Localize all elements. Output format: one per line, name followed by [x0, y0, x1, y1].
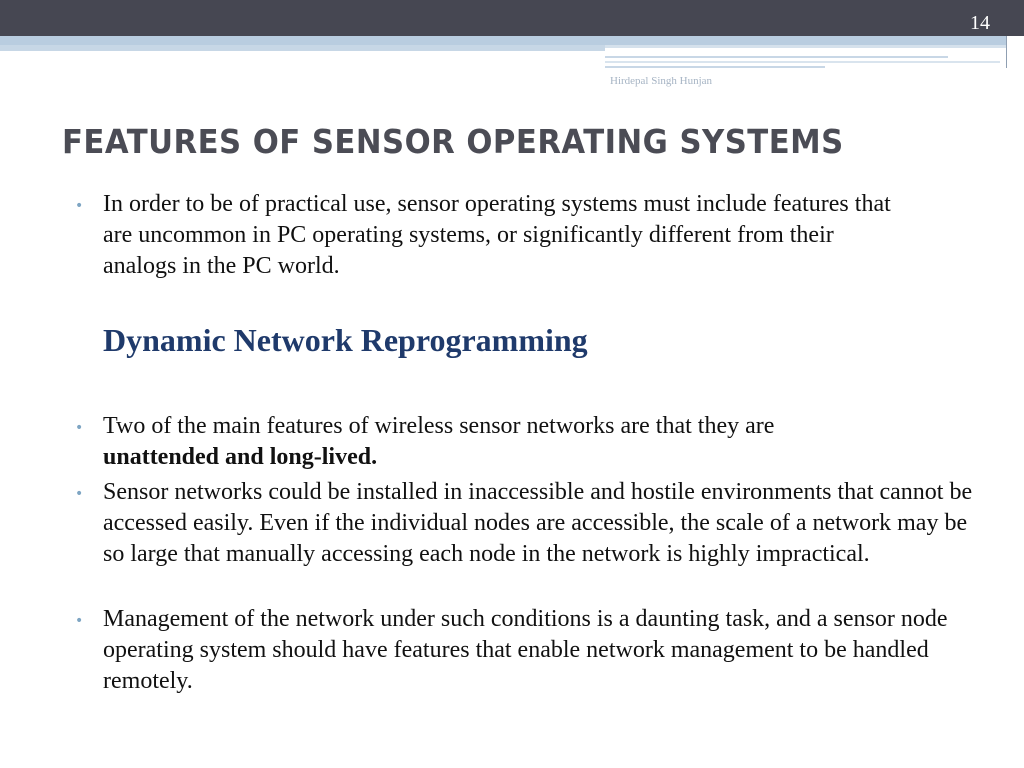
header-accent-band — [0, 36, 1006, 45]
decorative-line — [605, 66, 825, 68]
header-bar — [0, 0, 1024, 36]
bullet-3-text: Management of the network under such conditions is a daunting task, and a sensor node operating system should have features that enable network management to be handled remotely. — [103, 606, 948, 694]
bullet-1-text — [103, 411, 973, 473]
bullet-1-plain: Two of the main features of wireless sensor networks are that they are — [103, 413, 775, 439]
bullet-icon: • — [75, 420, 84, 436]
section-subheading: Dynamic Network Reprogramming — [103, 322, 588, 358]
decorative-line — [605, 56, 948, 58]
bullet-icon: • — [75, 486, 84, 502]
bullet-1-bold: unattended and long-lived. — [103, 444, 378, 470]
decorative-line — [605, 61, 1000, 63]
author-label: Hirdepal Singh Hunjan — [610, 75, 713, 87]
intro-bullet-text: In order to be of practical use, sensor operating systems must include features that are uncommon in PC operating systems, or significantly different from their analogs in the PC world. — [103, 191, 891, 279]
bullet-2-text: Sensor networks could be installed in inaccessible and hostile environments that cannot be accessed easily. Even if the individual nodes are accessible, the scale of a network may be so large that manually accessing each node in the network is highly impractical. — [103, 479, 973, 567]
slide-title: FEATURES OF SENSOR OPERATING SYSTEMS — [62, 122, 844, 161]
header-accent-band-right — [605, 45, 1006, 48]
bullet-icon: • — [75, 198, 84, 214]
header-accent-band-lower — [0, 45, 605, 51]
page-number: 14 — [970, 12, 990, 34]
bullet-icon: • — [75, 613, 84, 629]
decorative-divider — [1006, 36, 1007, 68]
